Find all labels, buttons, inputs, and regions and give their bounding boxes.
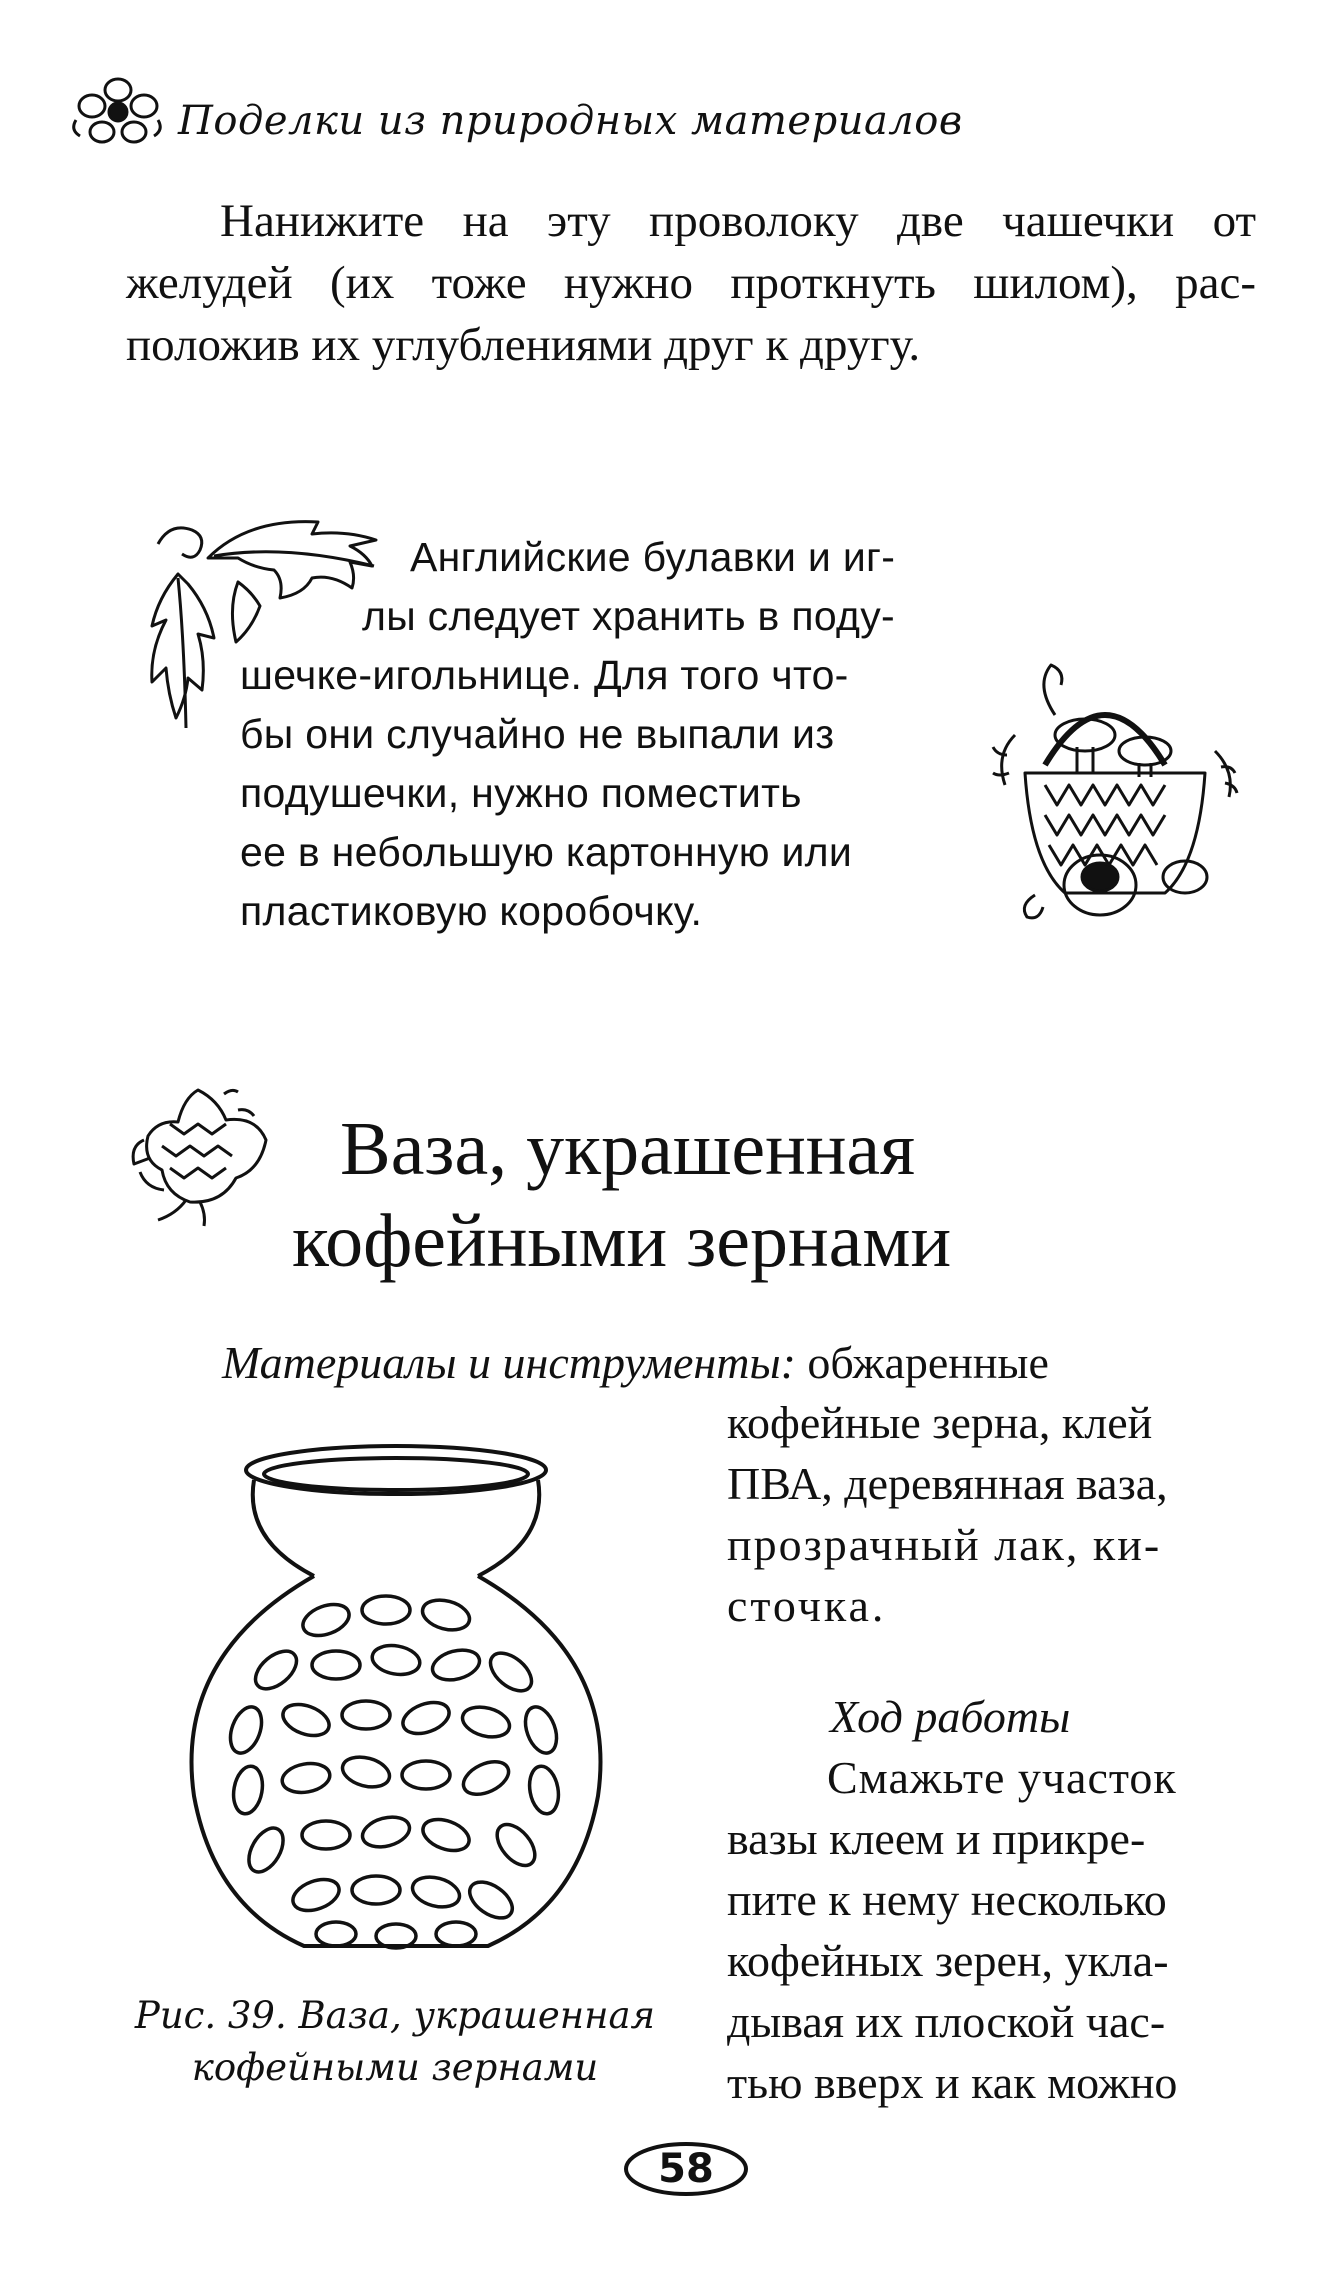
figure-caption <box>100 1990 690 2094</box>
materials-line: кофейные зерна, клей <box>727 1397 1153 1448</box>
caption-line: кофейными зернами <box>191 2046 599 2089</box>
process-line: тью вверх и как можно <box>727 2057 1178 2108</box>
tip-line: лы следует хранить в поду- <box>362 593 896 639</box>
page-number-badge <box>622 2140 750 2198</box>
mushroom-basket-icon <box>985 655 1245 925</box>
tip-line: ее в небольшую картонную или <box>240 829 853 875</box>
paragraph-1 <box>126 190 1256 376</box>
coffee-bean-vase-illustration <box>176 1440 616 1970</box>
paragraph-line: положив их углублениями друг к другу. <box>126 319 921 371</box>
section-title <box>0 1104 1340 1294</box>
section-title-line: кофейными зернами <box>292 1199 952 1283</box>
materials-line: сточка. <box>727 1580 887 1631</box>
caption-line: Рис. 39. Ваза, украшенная <box>134 1994 656 2037</box>
process-line: Смажьте участок <box>827 1752 1177 1803</box>
page-number: 58 <box>658 2146 714 2192</box>
tip-line: шечке-игольнице. Для того что- <box>240 652 849 698</box>
materials-label: Материалы и инструменты: <box>222 1337 796 1388</box>
process-line: дывая их плоской час- <box>727 1996 1166 2047</box>
section-title-line: Ваза, украшенная <box>340 1107 916 1191</box>
materials-text: обжаренные <box>807 1337 1049 1388</box>
process-line: кофейных зерен, укла- <box>727 1935 1169 1986</box>
materials-line: ПВА, деревянная ваза, <box>727 1458 1168 1509</box>
materials-line: прозрачный лак, ки- <box>727 1519 1162 1570</box>
running-header: Поделки из природных материалов <box>178 98 963 144</box>
process-heading: Ход работы <box>830 1691 1071 1742</box>
flower-icon <box>70 76 166 146</box>
tip-line: бы они случайно не выпали из <box>240 711 835 757</box>
tip-line: подушечки, нужно поместить <box>240 770 802 816</box>
paragraph-line: желудей (их тоже нужно проткнуть шилом), рас- <box>126 257 1256 309</box>
process-line: вазы клеем и прикре- <box>727 1813 1146 1864</box>
tip-line: Английские булавки и иг- <box>410 534 896 580</box>
process-line: пите к нему несколько <box>727 1874 1167 1925</box>
tip-line: пластиковую коробочку. <box>240 888 703 934</box>
paragraph-line: Нанижите на эту проволоку две чашечки от <box>220 195 1256 247</box>
